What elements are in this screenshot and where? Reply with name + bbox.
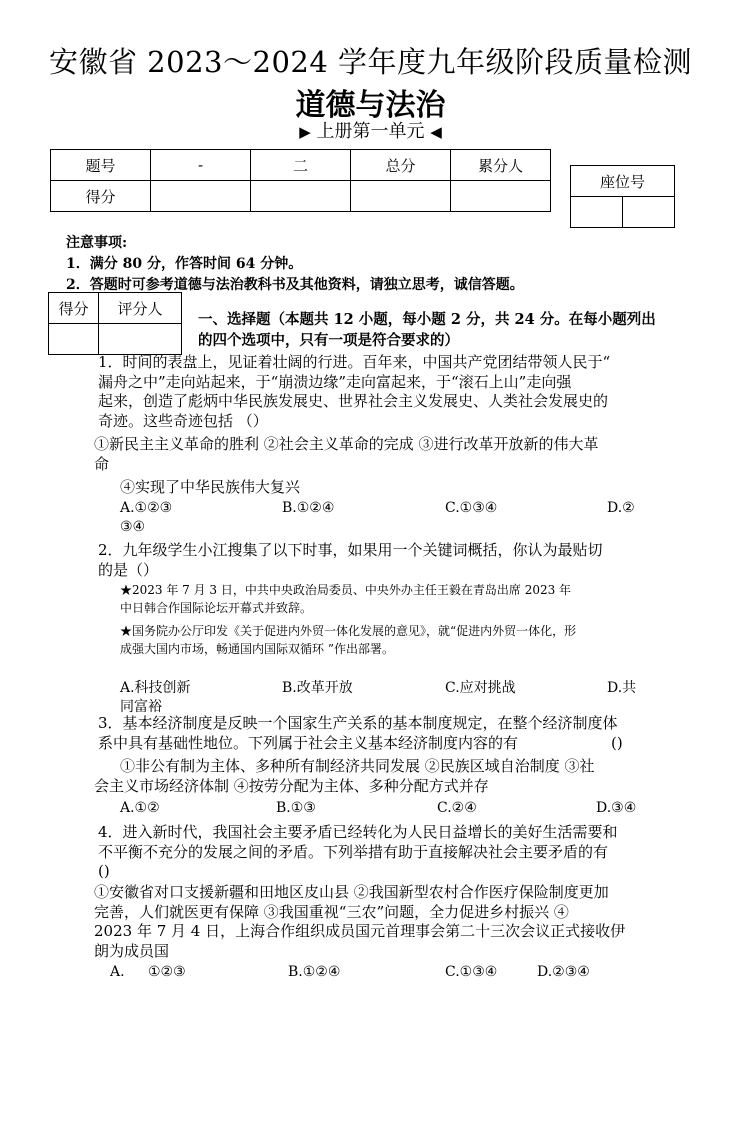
question-line: 漏舟之中”走向站起来，于“崩溃边缘”走向富起来，于“滚石上山”走向强: [98, 372, 572, 391]
option-c[interactable]: C.应对挑战: [445, 680, 516, 696]
seat-cell[interactable]: [623, 197, 675, 228]
question-line: 2．九年级学生小江搜集了以下时事，如果用一个关键词概括，你认为最贴切: [98, 541, 603, 559]
score-header-cell: 总分: [351, 150, 451, 181]
score-cell[interactable]: [451, 181, 551, 212]
option-a[interactable]: A.科技创新: [120, 680, 191, 696]
grader-name-label: 评分人: [99, 293, 182, 324]
exam-title: 安徽省 2023～2024 学年度九年级阶段质量检测: [48, 45, 693, 79]
option-a[interactable]: A.①②: [120, 800, 160, 816]
option-d-wrap: ③④: [120, 519, 146, 535]
option-a-value: ①②③: [148, 964, 186, 980]
option-c[interactable]: C.①③④: [445, 964, 498, 980]
question-2-stem: [98, 541, 658, 580]
score-table: [50, 149, 551, 212]
question-line: 奇迹。这些奇迹包括 （）: [98, 411, 268, 430]
section-heading: [198, 309, 693, 351]
seat-label: 座位号: [571, 166, 675, 197]
score-header-cell: 二: [251, 150, 351, 181]
seat-table: [570, 165, 675, 228]
question-line: (): [98, 862, 110, 880]
news-line: ★国务院办公厅印发《关于促进内外贸一体化发展的意见》，就“促进内外贸一体化，形: [120, 624, 577, 638]
subject-title: 道德与法治: [295, 88, 446, 123]
option-b[interactable]: B.①②④: [282, 500, 335, 516]
notes-block: [66, 233, 524, 296]
news-line: ★2023 年 7 月 3 日，中共中央政治局委员、中央外办主任王毅在青岛出席 2023 年: [120, 583, 572, 597]
option-d[interactable]: D.③④: [596, 800, 637, 816]
option-a[interactable]: A.: [110, 964, 125, 980]
question-4-stem: [98, 823, 658, 882]
option-d[interactable]: D.②: [607, 500, 635, 516]
score-row-label: 得分: [51, 181, 151, 212]
question-4-statements: [94, 883, 664, 961]
question-line: 的是（）: [98, 560, 159, 579]
left-triangle-icon: ◀: [430, 123, 442, 141]
seat-cell[interactable]: [571, 197, 623, 228]
option-c[interactable]: C.①③④: [445, 500, 498, 516]
statement-line: 2023 年 7 月 4 日，上海合作组织成员国元首理事会第二十三次会议正式接收伊: [94, 922, 626, 940]
option-c[interactable]: C.②④: [437, 800, 477, 816]
question-line: 不平衡不充分的发展之间的矛盾。下列举措有助于直接解决社会主要矛盾的有: [98, 842, 609, 861]
section-heading-line: 的四个选项中，只有一项是符合要求的）: [198, 332, 459, 349]
statement-line: 命: [94, 454, 110, 473]
statement-line: ①非公有制为主体、多种所有制经济共同发展 ②民族区域自治制度 ③社: [120, 757, 595, 775]
notes-title: 注意事项:: [66, 235, 128, 251]
statement-line: ①新民主主义革命的胜利 ②社会主义革命的完成 ③进行改革开放新的伟大革: [94, 435, 599, 453]
question-3-statements: [94, 757, 664, 796]
option-b[interactable]: B.①③: [276, 800, 316, 816]
unit-title: [0, 117, 741, 143]
grader-score-label: 得分: [49, 293, 99, 324]
question-1-statements: [94, 435, 654, 474]
news-line: 成强大国内市场，畅通国内国际双循环 ”作出部署。: [120, 642, 394, 656]
grader-name-cell[interactable]: [99, 324, 182, 355]
question-2-news: [120, 581, 660, 658]
score-cell[interactable]: [251, 181, 351, 212]
option-b[interactable]: B.改革开放: [282, 680, 353, 696]
option-d[interactable]: D.共: [607, 680, 637, 696]
news-line: 中日韩合作国际论坛开幕式并致辞。: [120, 601, 313, 615]
question-line: 4．进入新时代，我国社会主要矛盾已经转化为人民日益增长的美好生活需要和: [98, 823, 618, 841]
question-3-stem: [98, 714, 658, 753]
grader-table: [48, 292, 182, 355]
statement-line: ①安徽省对口支援新疆和田地区皮山县 ②我国新型农村合作医疗保险制度更加: [94, 883, 609, 901]
notes-item: 2．答题时可参考道德与法治教科书及其他资料，请独立思考，诚信答题。: [66, 277, 524, 293]
statement-line: 完善，人们就医更有保障 ③我国重视“三农”问题，全力促进乡村振兴 ④: [94, 902, 569, 921]
statement-line: ④实现了中华民族伟大复兴: [120, 478, 301, 496]
question-1-stem: [98, 353, 658, 431]
right-triangle-icon: ▶: [299, 123, 311, 141]
score-header-cell: 题号: [51, 150, 151, 181]
question-line: 系中具有基础性地位。下列属于社会主义基本经济制度内容的有: [98, 733, 519, 752]
score-cell[interactable]: [151, 181, 251, 212]
question-line: 起来，创造了彪炳中华民族发展史、世界社会主义发展史、人类社会发展史的: [98, 392, 609, 410]
statement-line: 会主义市场经济体制 ④按劳分配为主体、多种分配方式并存: [94, 776, 489, 795]
unit-label: 上册第一单元: [316, 121, 425, 142]
option-b[interactable]: B.①②④: [288, 964, 341, 980]
question-line: 3．基本经济制度是反映一个国家生产关系的基本制度规定，在整个经济制度体: [98, 714, 618, 732]
answer-paren: (): [611, 734, 623, 752]
question-line: 1．时间的表盘上，见证着壮阔的行进。百年来，中国共产党团结带领人民于“: [98, 353, 611, 371]
option-d-wrap: 同富裕: [120, 699, 162, 715]
section-heading-line: 一、选择题（本题共 12 小题，每小题 2 分，共 24 分。在每小题列出: [198, 311, 656, 328]
statement-line: 朗为成员国: [94, 941, 170, 960]
grader-score-cell[interactable]: [49, 324, 99, 355]
score-header-cell: 累分人: [451, 150, 551, 181]
notes-item: 1．满分 80 分，作答时间 64 分钟。: [66, 256, 303, 272]
option-d[interactable]: D.②③④: [537, 964, 590, 980]
option-a[interactable]: A.①②③: [120, 500, 173, 516]
score-header-cell: -: [151, 150, 251, 181]
score-cell[interactable]: [351, 181, 451, 212]
